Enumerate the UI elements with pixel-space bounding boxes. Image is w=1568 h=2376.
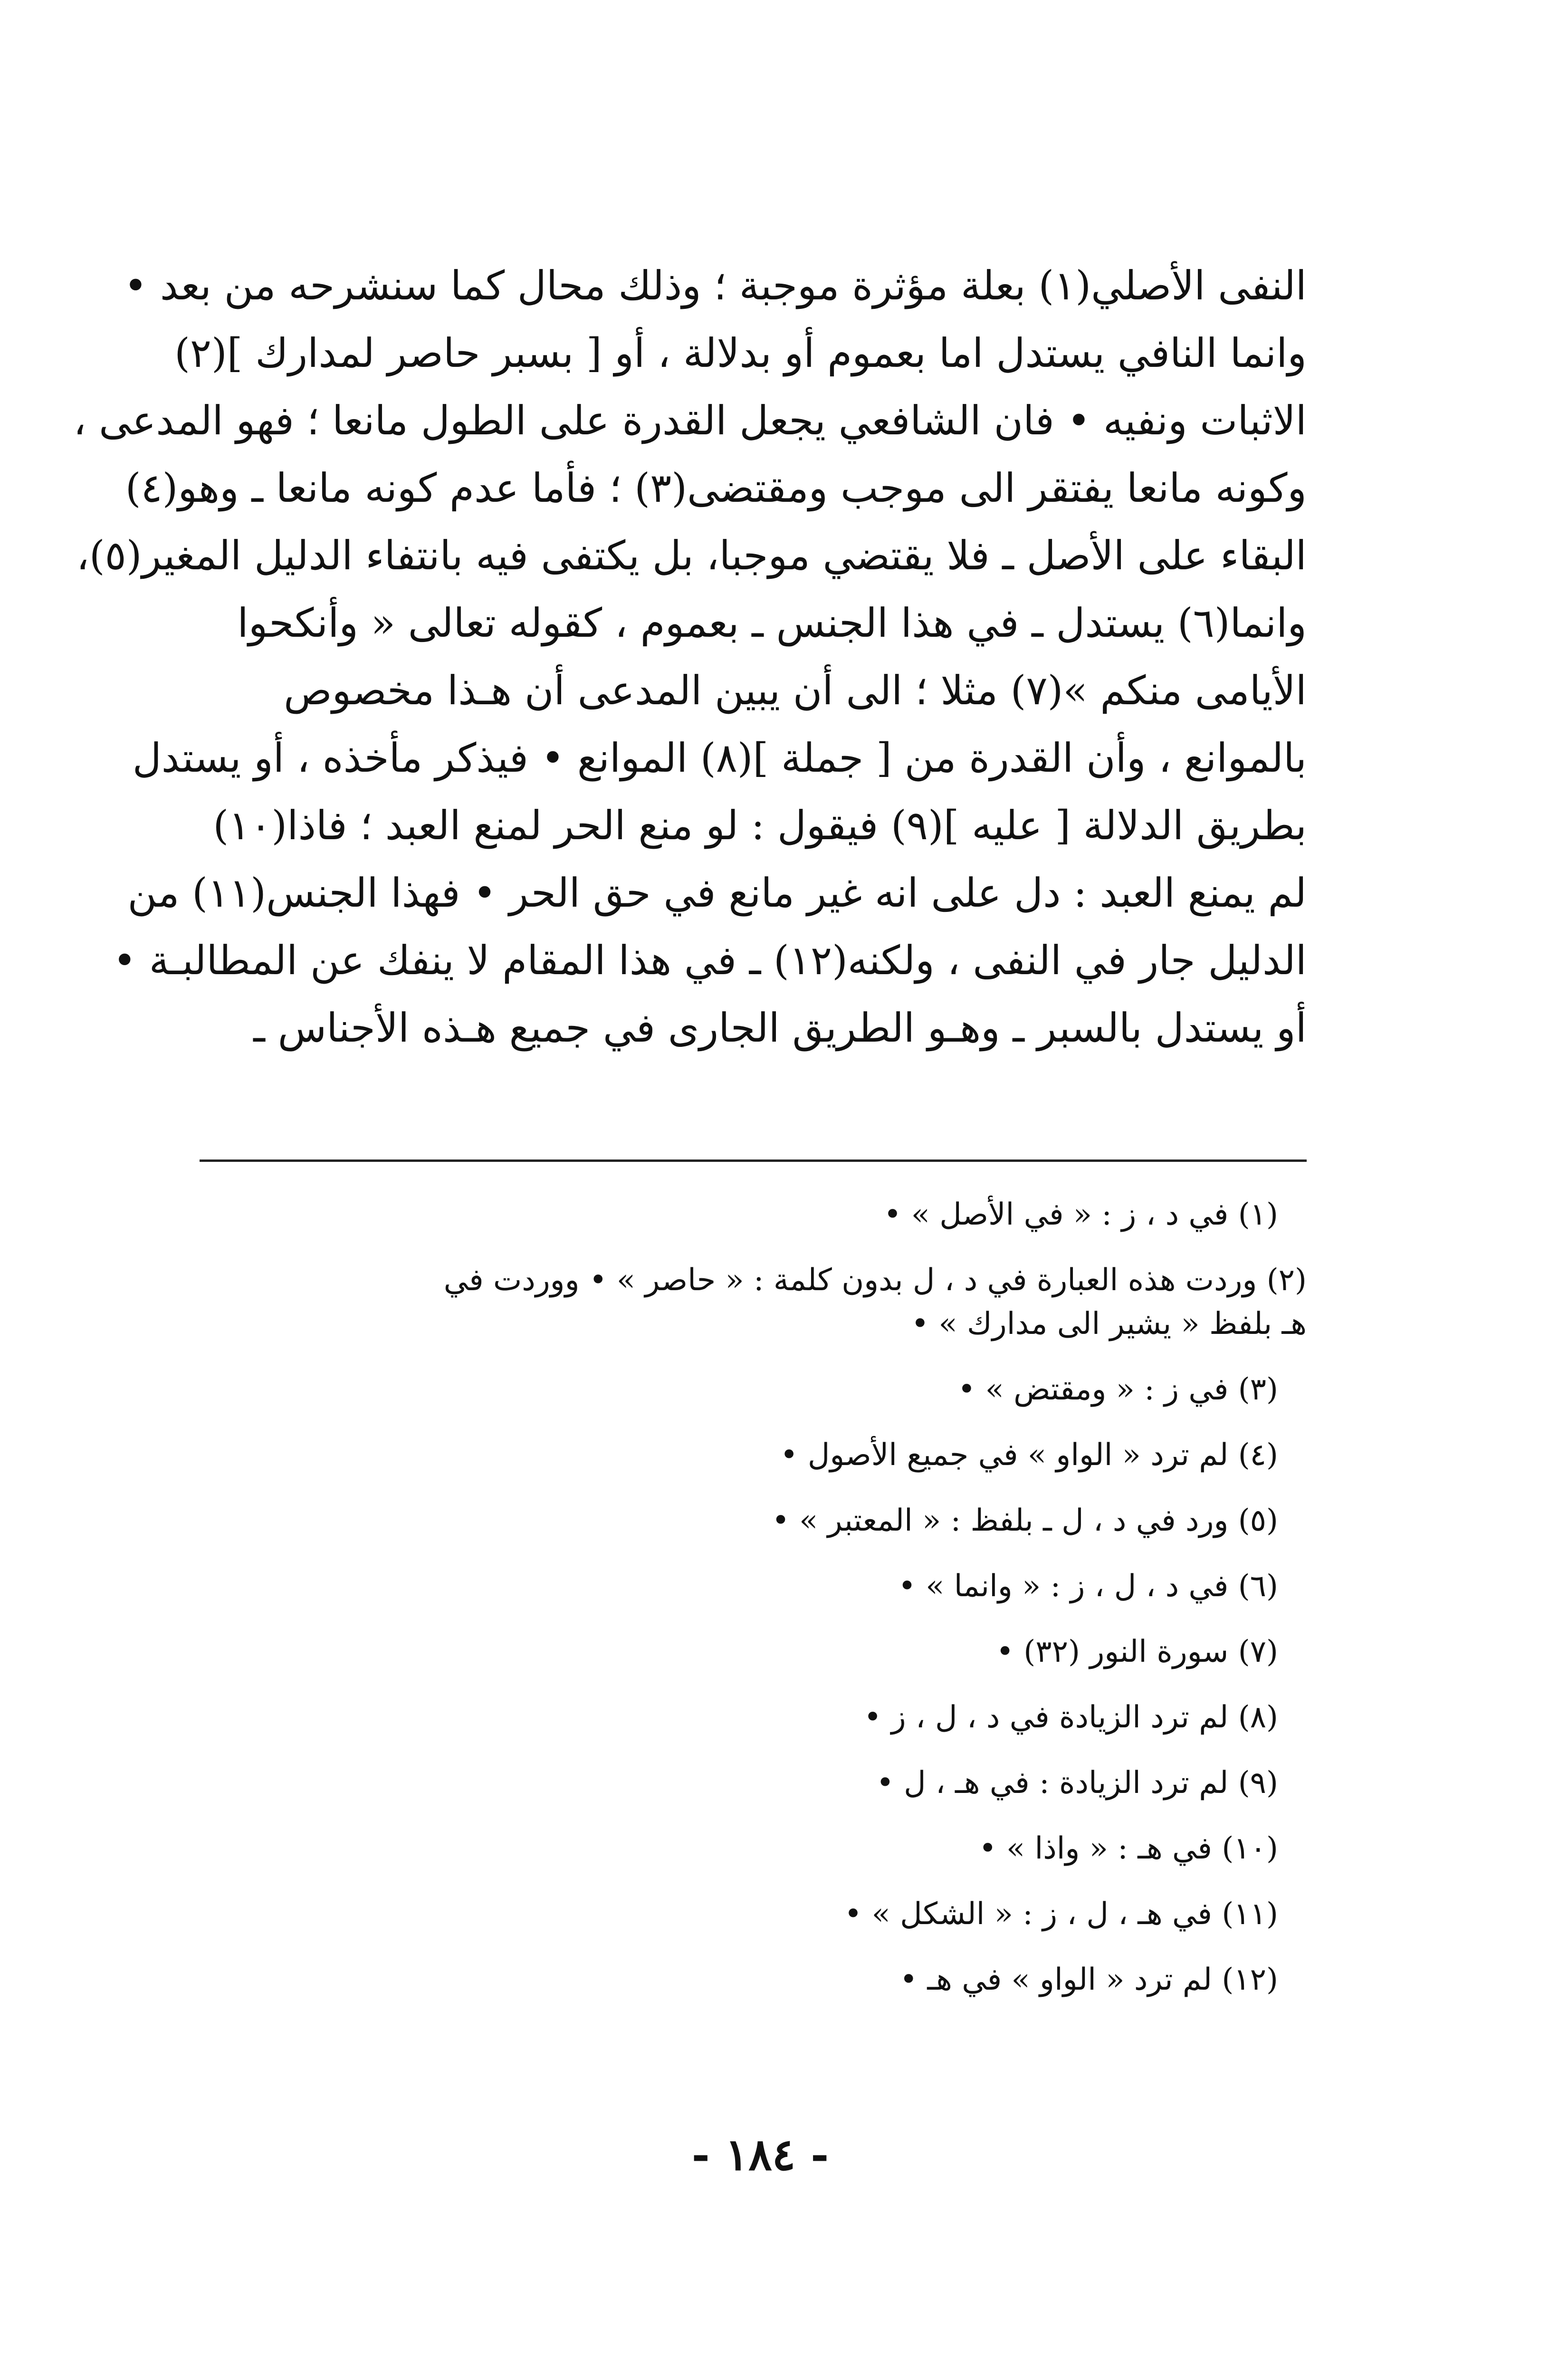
body-line: الدليل جار في النفى ، ولكنه(١٢) ـ في هذا المقام لا ينفك عن المطالبـة • bbox=[113, 937, 1307, 984]
footnote-line: (٦) في د ، ل ، ز : « وانما » • bbox=[898, 1569, 1278, 1604]
footnote bbox=[185, 1258, 1307, 1346]
body-line: وانما(٦) يستدل ـ في هذا الجنس ـ بعموم ، كقوله تعالى « وأنكحوا bbox=[237, 600, 1307, 646]
footnote bbox=[185, 1761, 1307, 1805]
footnote-line: (٥) ورد في د ، ل ـ بلفظ : « المعتبر » • bbox=[772, 1503, 1278, 1538]
body-line: الأيامى منكم »(٧) مثلا ؛ الى أن يبين المدعى أن هـذا مخصوص bbox=[284, 667, 1307, 714]
footnote bbox=[185, 1827, 1307, 1870]
footnote-line: (١) في د ، ز : « في الأصل » • bbox=[883, 1197, 1278, 1232]
footnote bbox=[185, 1696, 1307, 1739]
body-line: لم يمنع العبد : دل على انه غير مانع في حق الحر • فهذا الجنس(١١) من bbox=[127, 870, 1307, 916]
footnote-line: (١٢) لم ترد « الواو » في هـ • bbox=[899, 1962, 1278, 1997]
footnote bbox=[185, 1892, 1307, 1936]
body-line: وانما النافي يستدل اما بعموم أو بدلالة ، أو [ بسبر حاصر لمدارك ](٢) bbox=[174, 330, 1307, 376]
body-line: البقاء على الأصل ـ فلا يقتضي موجبا، بل يكتفى فيه بانتفاء الدليل المغير(٥)، bbox=[76, 532, 1307, 579]
footnote bbox=[185, 1564, 1307, 1608]
footnote bbox=[185, 1193, 1307, 1236]
body-line: بالموانع ، وأن القدرة من [ جملة ](٨) الموانع • فيذكر مأخذه ، أو يستدل bbox=[132, 735, 1307, 781]
footnote-line: (١٠) في هـ : « واذا » • bbox=[978, 1831, 1278, 1866]
body-line: الاثبات ونفيه • فان الشافعي يجعل القدرة على الطول مانعا ؛ فهو المدعى ، bbox=[73, 397, 1307, 444]
footnote-line: (٣) في ز : « ومقتض » • bbox=[957, 1372, 1278, 1407]
footnote-line: (١١) في هـ ، ل ، ز : « الشكل » • bbox=[844, 1897, 1278, 1932]
footnote bbox=[185, 1630, 1307, 1674]
body-line: بطريق الدلالة [ عليه ](٩) فيقول : لو منع الحر لمنع العبد ؛ فاذا(١٠) bbox=[213, 802, 1307, 849]
footnote-divider bbox=[200, 1159, 1307, 1162]
page-number: - ١٨٤ - bbox=[691, 2129, 829, 2180]
footnote-line: (٨) لم ترد الزيادة في د ، ل ، ز • bbox=[863, 1700, 1278, 1735]
body-text bbox=[73, 252, 1307, 1062]
footnote-line: (٢) وردت هذه العبارة في د ، ل بدون كلمة : « حاصر » • ووردت في bbox=[443, 1263, 1307, 1298]
footnote bbox=[185, 1499, 1307, 1542]
footnote-line: (٩) لم ترد الزيادة : في هـ ، ل • bbox=[876, 1765, 1278, 1801]
footnotes bbox=[185, 1193, 1307, 2023]
footnote bbox=[185, 1433, 1307, 1477]
body-line: أو يستدل بالسبر ـ وهـو الطريق الجارى في جميع هـذه الأجناس ـ bbox=[253, 1005, 1307, 1051]
footnote bbox=[185, 1958, 1307, 2002]
body-line: النفى الأصلي(١) بعلة مؤثرة موجبة ؛ وذلك محال كما سنشرحه من بعد • bbox=[124, 262, 1307, 309]
footnote-line: (٤) لم ترد « الواو » في جميع الأصول • bbox=[780, 1437, 1278, 1473]
footnote-line: هـ بلفظ « يشير الى مدارك » • bbox=[911, 1306, 1307, 1341]
body-line: وكونه مانعا يفتقر الى موجب ومقتضى(٣) ؛ فأما عدم كونه مانعا ـ وهو(٤) bbox=[125, 465, 1307, 511]
footnote-line: (٧) سورة النور (٣٢) • bbox=[996, 1634, 1278, 1669]
footnote bbox=[185, 1368, 1307, 1411]
